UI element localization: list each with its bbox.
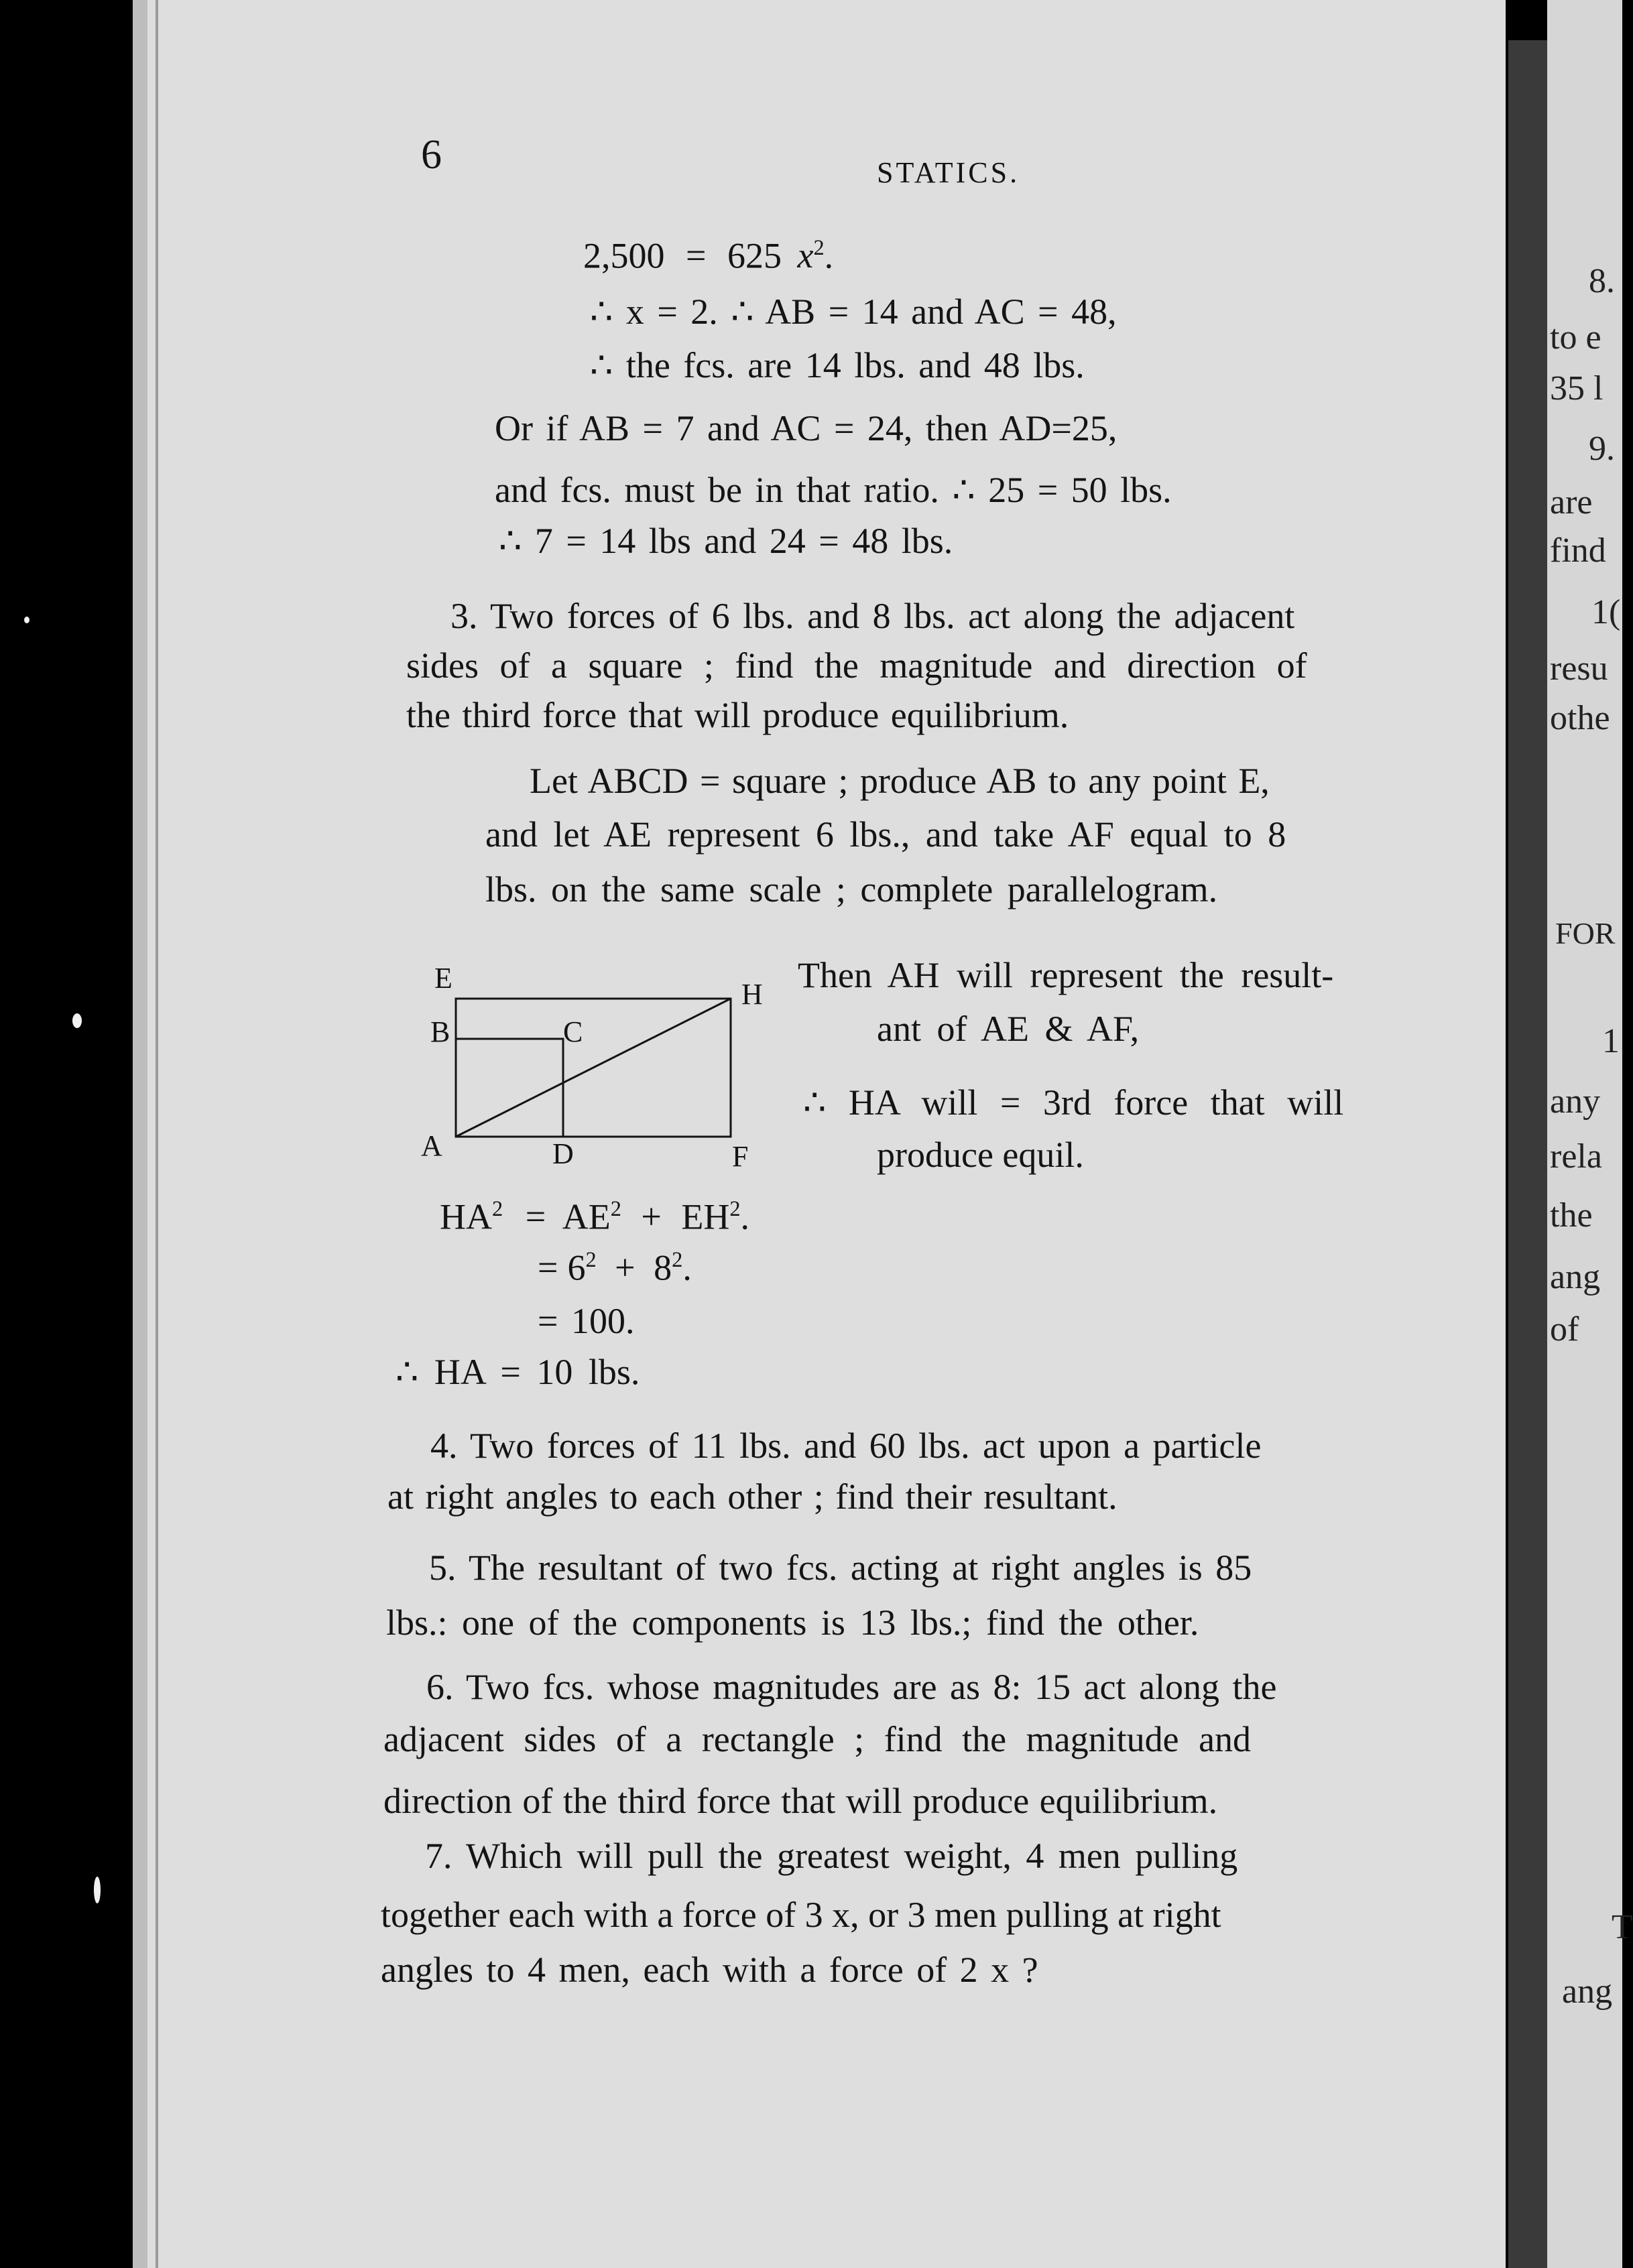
label-c: C [563,1015,583,1048]
label-h: H [741,978,763,1011]
plus-sign: + [615,1247,636,1288]
equation-lhs: 2,500 [583,235,665,276]
facing-page-fragment: 8. [1589,262,1615,300]
problem-text: lbs.: one of the components is 13 lbs.; find the other. [386,1602,1199,1643]
problem-text: 5. The resultant of two fcs. acting at right angles is 85 [429,1548,1252,1588]
square-bc-cd [456,1039,563,1137]
scan-speck [72,1013,82,1028]
facing-page-fragment: 1 [1602,1022,1620,1060]
solution-line: and fcs. must be in that ratio. ∴ 25 = 50 lbs. [495,470,1172,510]
solution-line: ∴ HA will = 3rd force that will [803,1082,1344,1123]
equation-line: = 100. [538,1301,635,1341]
problem-text: sides of a square ; find the magnitude and direction of [406,645,1307,686]
equation-line [440,1198,749,1235]
parallelogram-diagram [402,964,778,1165]
solution-line: Let ABCD = square ; produce AB to any point E, [530,761,1270,801]
facing-page-fragment: are [1550,483,1593,521]
equation-line [538,1247,692,1288]
period: . [824,235,834,276]
solution-line: Then AH will represent the result- [798,955,1334,995]
exponent: 2 [585,1248,597,1272]
facing-page-fragment: 1( [1591,593,1621,631]
facing-page-fragment: ang [1562,1972,1613,2011]
equation-line: ∴ HA = 10 lbs. [396,1352,640,1392]
variable: x [797,235,814,276]
solution-line: ∴ the fcs. are 14 lbs. and 48 lbs. [590,345,1085,385]
parallelogram-figure [402,962,778,1173]
problem-text: 4. Two forces of 11 lbs. and 60 lbs. act upon a particle [430,1426,1262,1466]
equation-term: HA [440,1196,492,1237]
equals-sign: = [538,1247,558,1288]
exponent: 2 [610,1197,621,1221]
page-number: 6 [421,132,442,178]
solution-line: lbs. on the same scale ; complete parallelogram. [485,869,1218,909]
scan-speck [24,617,29,623]
solution-line: produce equil. [877,1135,1084,1175]
facing-page-fragment: ang [1550,1258,1601,1296]
solution-line: and let AE represent 6 lbs., and take AF equal to 8 [485,814,1286,855]
equals-sign: = [525,1196,546,1237]
problem-text: 3. Two forces of 6 lbs. and 8 lbs. act along the adjacent [450,596,1295,636]
solution-line: Or if AB = 7 and AC = 24, then AD=25, [495,408,1117,448]
problem-text: at right angles to each other ; find their resultant. [387,1476,1117,1517]
solution-line: ∴ x = 2. ∴ AB = 14 and AC = 48, [590,292,1117,332]
label-a: A [421,1129,442,1162]
problem-text: together each with a force of 3 x, or 3 men pulling at right [381,1895,1221,1935]
period: . [682,1247,692,1288]
solution-line: ∴ 7 = 14 lbs and 24 = 48 lbs. [499,521,953,561]
label-b: B [430,1015,450,1048]
equation-rhs: 625 [727,235,782,276]
scan-speck [94,1877,101,1903]
page-edge-stack [133,0,147,2268]
facing-page-fragment: to e [1550,318,1601,357]
page-edge-line [156,0,158,2268]
exponent: 2 [813,236,825,260]
exponent: 2 [729,1197,741,1221]
solution-line: ant of AE & AF, [877,1009,1140,1049]
equation-term: 8 [654,1247,672,1288]
problem-text: 7. Which will pull the greatest weight, 4 men pulling [425,1836,1238,1876]
label-d: D [552,1137,574,1170]
period: . [740,1196,750,1237]
equation-term: AE [562,1196,611,1237]
facing-page-fragment: 35 l [1550,369,1604,407]
facing-page-fragment: the [1550,1196,1593,1235]
facing-page-fragment: rela [1550,1137,1602,1176]
problem-text: the third force that will produce equilibrium. [406,695,1069,735]
facing-page-fragment: T [1612,1908,1633,1946]
facing-page-fragment: FOR [1555,916,1616,950]
facing-page-fragment: find [1550,531,1606,570]
equals-sign: = [686,235,707,276]
problem-text: 6. Two fcs. whose magnitudes are as 8: 15 act along the [426,1667,1277,1707]
problem-text: direction of the third force that will produce equilibrium. [383,1781,1218,1821]
plus-sign: + [641,1196,662,1237]
problem-text: adjacent sides of a rectangle ; find the magnitude and [383,1719,1252,1759]
facing-page [1547,0,1633,2268]
solution-line [583,235,834,276]
facing-page-fragment: of [1550,1310,1579,1348]
facing-page-fragment: resu [1550,649,1608,688]
book-gutter [1508,40,1547,2268]
label-e: E [434,962,452,995]
diagonal-ah [456,999,731,1137]
exponent: 2 [492,1197,503,1221]
label-f: F [732,1140,749,1173]
running-header: STATICS. [877,156,1020,189]
facing-page-fragment: othe [1550,699,1610,737]
exponent: 2 [672,1248,683,1272]
facing-page-fragment: 9. [1589,430,1615,468]
problem-text: angles to 4 men, each with a force of 2 x ? [381,1950,1038,1990]
facing-page-fragment: any [1550,1082,1601,1121]
equation-term: EH [681,1196,730,1237]
equation-term: 6 [567,1247,586,1288]
